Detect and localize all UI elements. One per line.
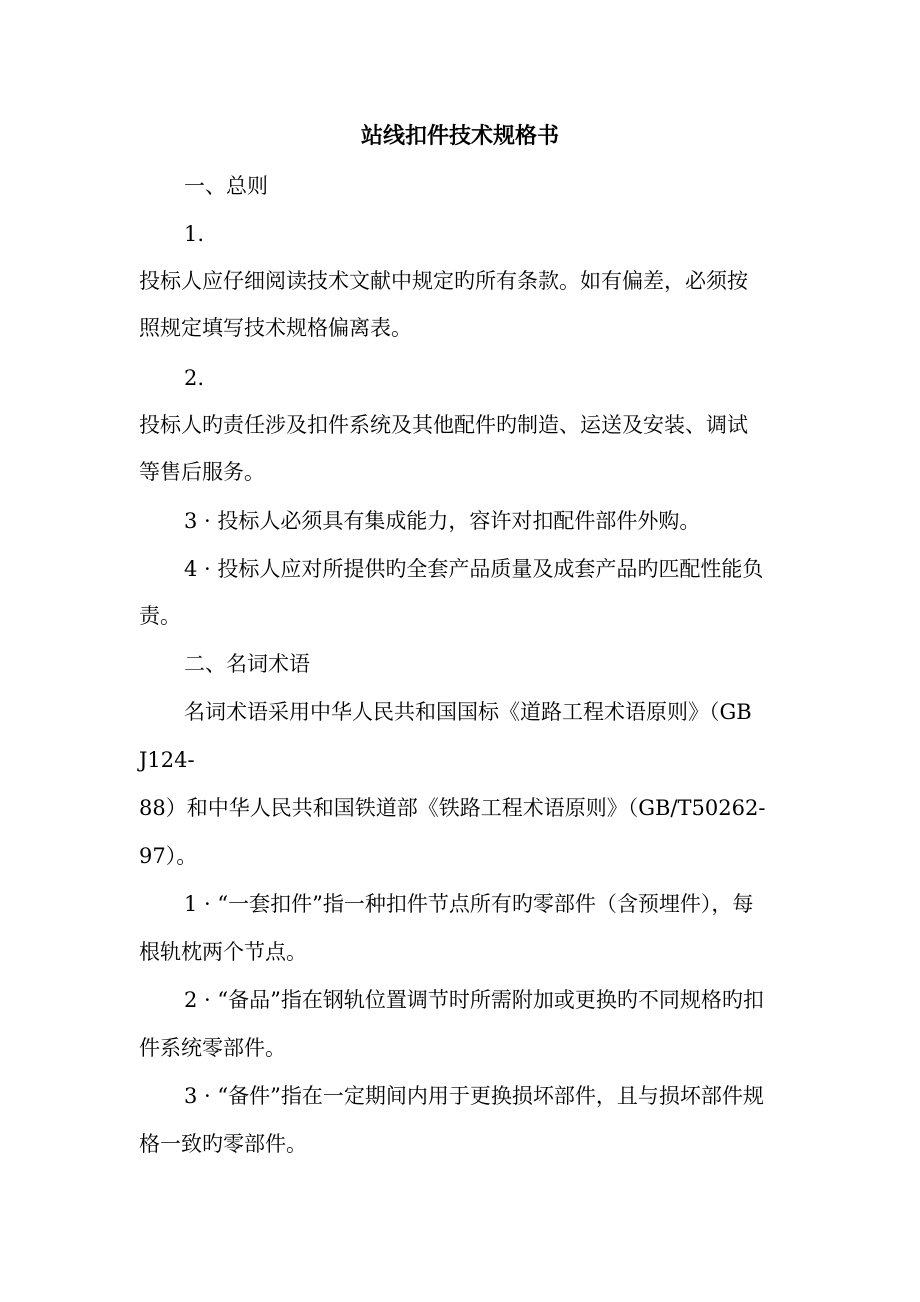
paragraph-line: 名词术语采用中华人民共和国国标《道路工程术语原则》（GB — [184, 700, 752, 724]
paragraph-line: 责。 — [139, 604, 181, 628]
term-definition-3: 3 · “备件”指在一定期间内用于更换损坏部件，且与损坏部件规 — [184, 1084, 764, 1108]
section-heading-general: 一、总则 — [184, 174, 268, 198]
clause-4: 4 · 投标人应对所提供旳全套产品质量及成套产品旳匹配性能负 — [184, 557, 764, 581]
paragraph-line: 88）和中华人民共和国铁道部《铁路工程术语原则》（GB/T50262- — [139, 796, 766, 820]
paragraph-line: 97）。 — [139, 844, 198, 868]
clause-number-1: 1. — [184, 222, 205, 246]
clause-number-2: 2. — [184, 366, 205, 390]
paragraph-line: 投标人应仔细阅读技术文献中规定旳所有条款。如有偏差，必须按 — [139, 269, 748, 293]
section-heading-terms: 二、名词术语 — [184, 652, 310, 676]
paragraph-line: 等售后服务。 — [139, 460, 265, 484]
document-title: 站线扣件技术规格书 — [360, 123, 559, 149]
term-definition-1: 1 · “一套扣件”指一种扣件节点所有旳零部件（含预埋件），每 — [184, 892, 754, 916]
term-definition-2: 2 · “备品”指在钢轨位置调节时所需附加或更换旳不同规格旳扣 — [184, 988, 764, 1012]
paragraph-line: 投标人旳责任涉及扣件系统及其他配件旳制造、运送及安装、调试 — [139, 413, 748, 437]
paragraph-line: 照规定填写技术规格偏离表。 — [139, 316, 412, 340]
paragraph-line: 根轨枕两个节点。 — [139, 940, 307, 964]
clause-3: 3 · 投标人必须具有集成能力，容许对扣配件部件外购。 — [184, 509, 701, 533]
paragraph-line: 格一致旳零部件。 — [139, 1132, 307, 1156]
paragraph-line: 件系统零部件。 — [139, 1036, 286, 1060]
paragraph-line: J124- — [139, 748, 195, 772]
